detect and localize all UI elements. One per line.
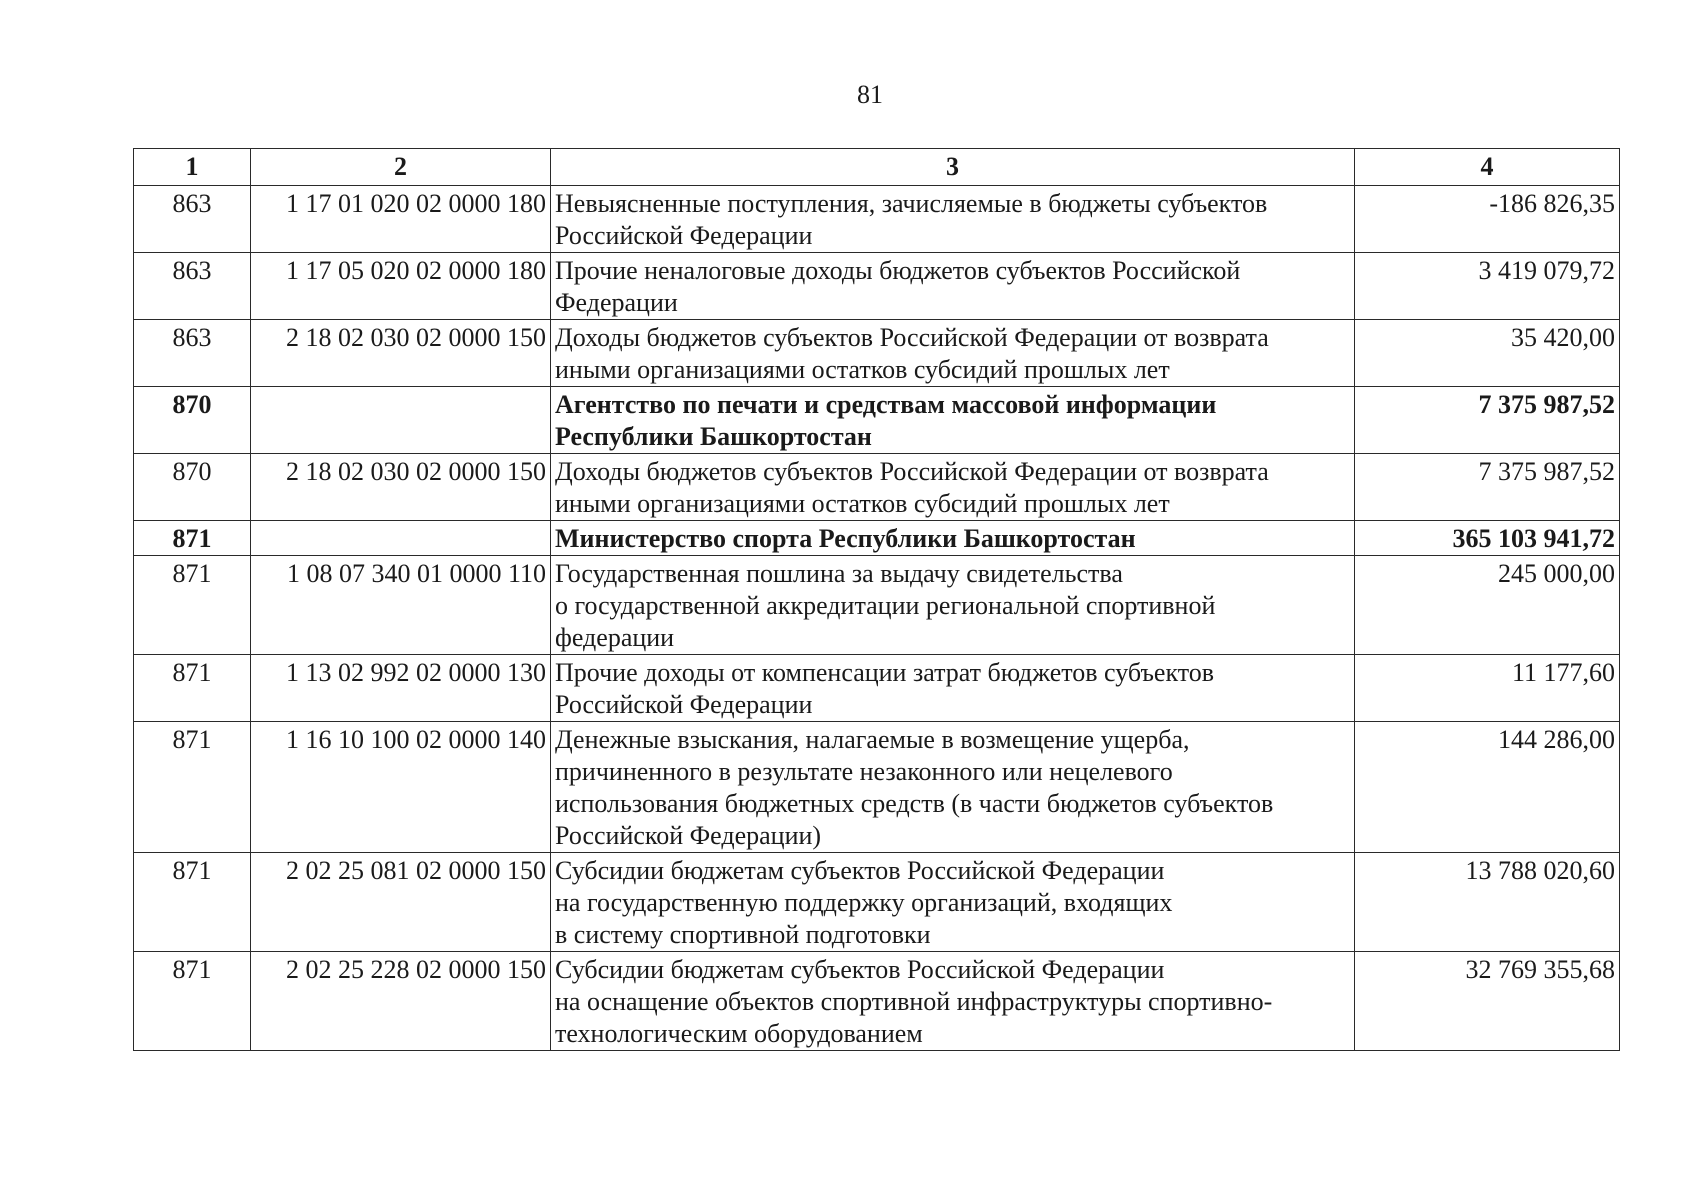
description-line: Прочие доходы от компенсации затрат бюджетов субъектов xyxy=(555,658,1215,687)
description-line: Государственная пошлина за выдачу свидетельства xyxy=(555,559,1123,588)
description-line: Республики Башкортостан xyxy=(555,422,872,451)
description-line: Доходы бюджетов субъектов Российской Федерации от возврата xyxy=(555,457,1269,486)
amount-cell: 11 177,60 xyxy=(1355,655,1620,722)
amount-cell: 3 419 079,72 xyxy=(1355,253,1620,320)
amount-cell: 32 769 355,68 xyxy=(1355,952,1620,1051)
table-header-row xyxy=(134,149,1620,186)
description-line: Прочие неналоговые доходы бюджетов субъектов Российской xyxy=(555,256,1241,285)
description-line: Денежные взыскания, налагаемые в возмещение ущерба, xyxy=(555,725,1190,754)
description-line: Федерации xyxy=(555,288,678,317)
amount-cell: 144 286,00 xyxy=(1355,722,1620,853)
description-line: Субсидии бюджетам субъектов Российской Федерации xyxy=(555,856,1165,885)
description-line: федерации xyxy=(555,623,675,652)
description-line: в систему спортивной подготовки xyxy=(555,920,931,949)
description-line: Российской Федерации) xyxy=(555,821,822,850)
description-line: Российской Федерации xyxy=(555,690,813,719)
admin-code-cell: 871 xyxy=(134,521,251,556)
admin-code-cell: 871 xyxy=(134,556,251,655)
admin-code-cell: 863 xyxy=(134,186,251,253)
revenue-code-cell: 1 13 02 992 02 0000 130 xyxy=(251,655,551,722)
description-line: Российской Федерации xyxy=(555,221,813,250)
admin-code-cell: 870 xyxy=(134,387,251,454)
table-row xyxy=(134,556,1620,655)
amount-cell: 13 788 020,60 xyxy=(1355,853,1620,952)
admin-code-cell: 871 xyxy=(134,722,251,853)
description-line: о государственной аккредитации региональной спортивной xyxy=(555,591,1216,620)
header-col-1: 1 xyxy=(134,149,251,186)
description-cell xyxy=(551,952,1355,1051)
table-section-row xyxy=(134,387,1620,454)
revenue-code-cell: 1 17 05 020 02 0000 180 xyxy=(251,253,551,320)
header-col-3: 3 xyxy=(551,149,1355,186)
amount-cell: 7 375 987,52 xyxy=(1355,387,1620,454)
page-number: 81 xyxy=(857,80,883,109)
table-row xyxy=(134,454,1620,521)
description-cell xyxy=(551,853,1355,952)
description-cell xyxy=(551,556,1355,655)
revenue-code-cell: 2 02 25 228 02 0000 150 xyxy=(251,952,551,1051)
revenue-code-cell: 1 17 01 020 02 0000 180 xyxy=(251,186,551,253)
table-row xyxy=(134,722,1620,853)
description-line: использования бюджетных средств (в части бюджетов субъектов xyxy=(555,789,1274,818)
description-line: Министерство спорта Республики Башкортостан xyxy=(555,524,1136,553)
description-cell xyxy=(551,253,1355,320)
description-line: иными организациями остатков субсидий прошлых лет xyxy=(555,355,1170,384)
amount-cell: -186 826,35 xyxy=(1355,186,1620,253)
description-cell xyxy=(551,387,1355,454)
table-row xyxy=(134,253,1620,320)
description-cell xyxy=(551,186,1355,253)
admin-code-cell: 871 xyxy=(134,952,251,1051)
description-cell xyxy=(551,655,1355,722)
description-cell xyxy=(551,521,1355,556)
description-line: на оснащение объектов спортивной инфраструктуры спортивно- xyxy=(555,987,1273,1016)
amount-cell: 7 375 987,52 xyxy=(1355,454,1620,521)
description-cell xyxy=(551,454,1355,521)
amount-cell: 35 420,00 xyxy=(1355,320,1620,387)
description-line: Субсидии бюджетам субъектов Российской Федерации xyxy=(555,955,1165,984)
admin-code-cell: 871 xyxy=(134,853,251,952)
description-line: иными организациями остатков субсидий прошлых лет xyxy=(555,489,1170,518)
amount-cell: 245 000,00 xyxy=(1355,556,1620,655)
description-cell xyxy=(551,722,1355,853)
description-line: Доходы бюджетов субъектов Российской Федерации от возврата xyxy=(555,323,1269,352)
description-line: Невыясненные поступления, зачисляемые в бюджеты субъектов xyxy=(555,189,1268,218)
header-col-2: 2 xyxy=(251,149,551,186)
description-line: Агентство по печати и средствам массовой информации xyxy=(555,390,1217,419)
revenue-code-cell: 2 02 25 081 02 0000 150 xyxy=(251,853,551,952)
revenue-table xyxy=(133,148,1620,1051)
revenue-code-cell xyxy=(251,387,551,454)
admin-code-cell: 870 xyxy=(134,454,251,521)
description-line: на государственную поддержку организаций, входящих xyxy=(555,888,1173,917)
revenue-code-cell: 2 18 02 030 02 0000 150 xyxy=(251,454,551,521)
description-cell xyxy=(551,320,1355,387)
table-row xyxy=(134,853,1620,952)
description-line: причиненного в результате незаконного или нецелевого xyxy=(555,757,1173,786)
table-row xyxy=(134,655,1620,722)
amount-cell: 365 103 941,72 xyxy=(1355,521,1620,556)
revenue-code-cell xyxy=(251,521,551,556)
table-body xyxy=(134,186,1620,1051)
table-row xyxy=(134,320,1620,387)
admin-code-cell: 863 xyxy=(134,320,251,387)
description-line: технологическим оборудованием xyxy=(555,1019,923,1048)
revenue-code-cell: 1 16 10 100 02 0000 140 xyxy=(251,722,551,853)
table-row xyxy=(134,952,1620,1051)
table-section-row xyxy=(134,521,1620,556)
revenue-code-cell: 2 18 02 030 02 0000 150 xyxy=(251,320,551,387)
table-row xyxy=(134,186,1620,253)
header-col-4: 4 xyxy=(1355,149,1620,186)
admin-code-cell: 871 xyxy=(134,655,251,722)
revenue-code-cell: 1 08 07 340 01 0000 110 xyxy=(251,556,551,655)
admin-code-cell: 863 xyxy=(134,253,251,320)
